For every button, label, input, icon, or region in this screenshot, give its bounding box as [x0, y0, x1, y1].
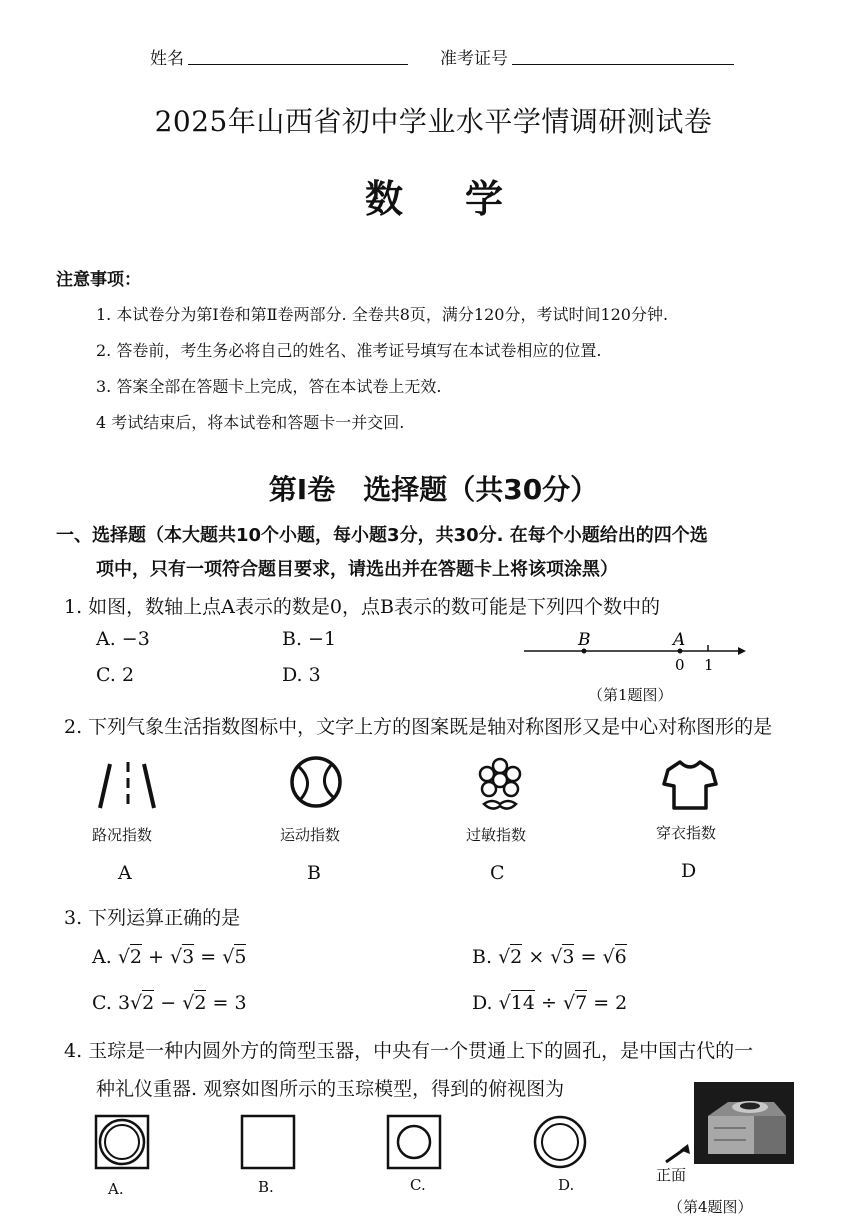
q4-option-c[interactable]: C. [410, 1176, 426, 1194]
note-item: 4 考试结束后，将本试卷和答题卡一并交回. [96, 413, 405, 432]
point-b-label: B [578, 630, 591, 650]
radicand: 2 [194, 992, 207, 1014]
q2-option-c[interactable]: C [490, 862, 505, 884]
icon-label-a: 路况指数 [92, 826, 153, 844]
shirt-icon [660, 758, 720, 814]
radicand: 2 [510, 946, 523, 968]
option-letter: B. [472, 946, 493, 968]
q4-option-d[interactable]: D. [558, 1176, 575, 1194]
number-line-figure [520, 626, 750, 678]
tick-zero-label: 0 [675, 656, 685, 674]
result: = 2 [593, 992, 628, 1014]
flower-icon [470, 754, 530, 816]
road-icon [92, 758, 162, 814]
question-4-line1: 4. 玉琮是一种内圆外方的筒型玉器，中央有一个贯通上下的圆孔，是中国古代的一 [64, 1040, 754, 1062]
part-instructions-line2: 项中，只有一项符合题目要求，请选出并在答题卡上将该项涂黑） [96, 559, 618, 580]
front-label: 正面 [656, 1166, 687, 1184]
icon-label-b: 运动指数 [280, 826, 341, 844]
radicand: 5 [234, 946, 247, 968]
icon-label-d: 穿衣指数 [656, 824, 717, 842]
question-2-text: 2. 下列气象生活指数图标中，文字上方的图案既是轴对称图形又是中心对称图形的是 [64, 716, 773, 738]
name-field[interactable] [188, 64, 408, 65]
name-label: 姓名 [150, 49, 184, 69]
notes-heading: 注意事项： [56, 270, 141, 290]
radicand: 3 [562, 946, 575, 968]
coefficient: 3 [117, 992, 131, 1014]
q3-option-a[interactable]: A. √2 + √3 = √5 [92, 946, 247, 968]
point-a-label: A [673, 630, 686, 650]
operator: − [160, 992, 177, 1014]
q2-option-b[interactable]: B [307, 862, 321, 884]
equals: = [200, 946, 217, 968]
radicand: 7 [575, 992, 588, 1014]
note-item: 1. 本试卷分为第Ⅰ卷和第Ⅱ卷两部分. 全卷共8页，满分120分，考试时间120分钟. [96, 305, 669, 324]
section-title: 第Ⅰ卷 选择题（共30分） [268, 473, 599, 506]
question-3-text: 3. 下列运算正确的是 [64, 907, 241, 929]
q3-option-b[interactable]: B. √2 × √3 = √6 [472, 946, 627, 968]
q1-figure-caption: （第1题图） [588, 686, 673, 704]
q1-option-b[interactable]: B. −1 [282, 628, 337, 650]
q1-option-a[interactable]: A. −3 [96, 628, 150, 650]
q4-figure-d[interactable] [532, 1114, 588, 1170]
q1-option-d[interactable]: D. 3 [282, 664, 321, 686]
part-instructions-line1: 一、选择题（本大题共10个小题，每小题3分，共30分. 在每个小题给出的四个选 [56, 525, 708, 546]
radicand: 2 [129, 946, 143, 968]
front-arrow-icon [662, 1142, 694, 1164]
tick-one-label: 1 [704, 656, 714, 674]
exam-id-label: 准考证号 [440, 49, 508, 69]
icon-label-c: 过敏指数 [466, 826, 527, 844]
q4-figure-a[interactable] [94, 1114, 150, 1170]
option-letter: C. [92, 992, 112, 1014]
option-letter: A. [92, 946, 112, 968]
q4-option-a[interactable]: A. [108, 1180, 124, 1198]
equals: = [580, 946, 597, 968]
q4-figure-c[interactable] [386, 1114, 442, 1170]
exam-id-field[interactable] [512, 64, 734, 65]
operator: ÷ [541, 992, 557, 1014]
ball-icon [286, 752, 346, 812]
page-title: 2025年山西省初中学业水平学情调研测试卷 [154, 105, 713, 138]
q4-figure-b[interactable] [240, 1114, 296, 1170]
option-letter: D. [472, 992, 493, 1014]
question-4-line2: 种礼仪重器. 观察如图所示的玉琮模型，得到的俯视图为 [96, 1078, 565, 1100]
subject-title: 数学 [364, 176, 565, 221]
result: = 3 [212, 992, 247, 1014]
q1-option-c[interactable]: C. 2 [96, 664, 135, 686]
note-item: 3. 答案全部在答题卡上完成，答在本试卷上无效. [96, 377, 442, 396]
note-item: 2. 答卷前，考生务必将自己的姓名、准考证号填写在本试卷相应的位置. [96, 341, 602, 360]
radicand: 6 [614, 946, 627, 968]
q4-figure-caption: （第4题图） [668, 1198, 753, 1216]
question-1-text: 1. 如图，数轴上点A表示的数是0，点B表示的数可能是下列四个数中的 [64, 596, 660, 618]
operator: + [148, 946, 164, 968]
q3-option-d[interactable]: D. √14 ÷ √7 = 2 [472, 992, 628, 1014]
jade-cong-photo [694, 1082, 794, 1164]
radicand: 2 [142, 992, 155, 1014]
radicand: 3 [182, 946, 195, 968]
q2-option-a[interactable]: A [118, 862, 132, 884]
q2-option-d[interactable]: D [681, 860, 697, 882]
radicand: 14 [510, 992, 535, 1014]
operator: × [528, 946, 545, 968]
q4-option-b[interactable]: B. [258, 1178, 274, 1196]
q3-option-c[interactable]: C. 3√2 − √2 = 3 [92, 992, 247, 1014]
